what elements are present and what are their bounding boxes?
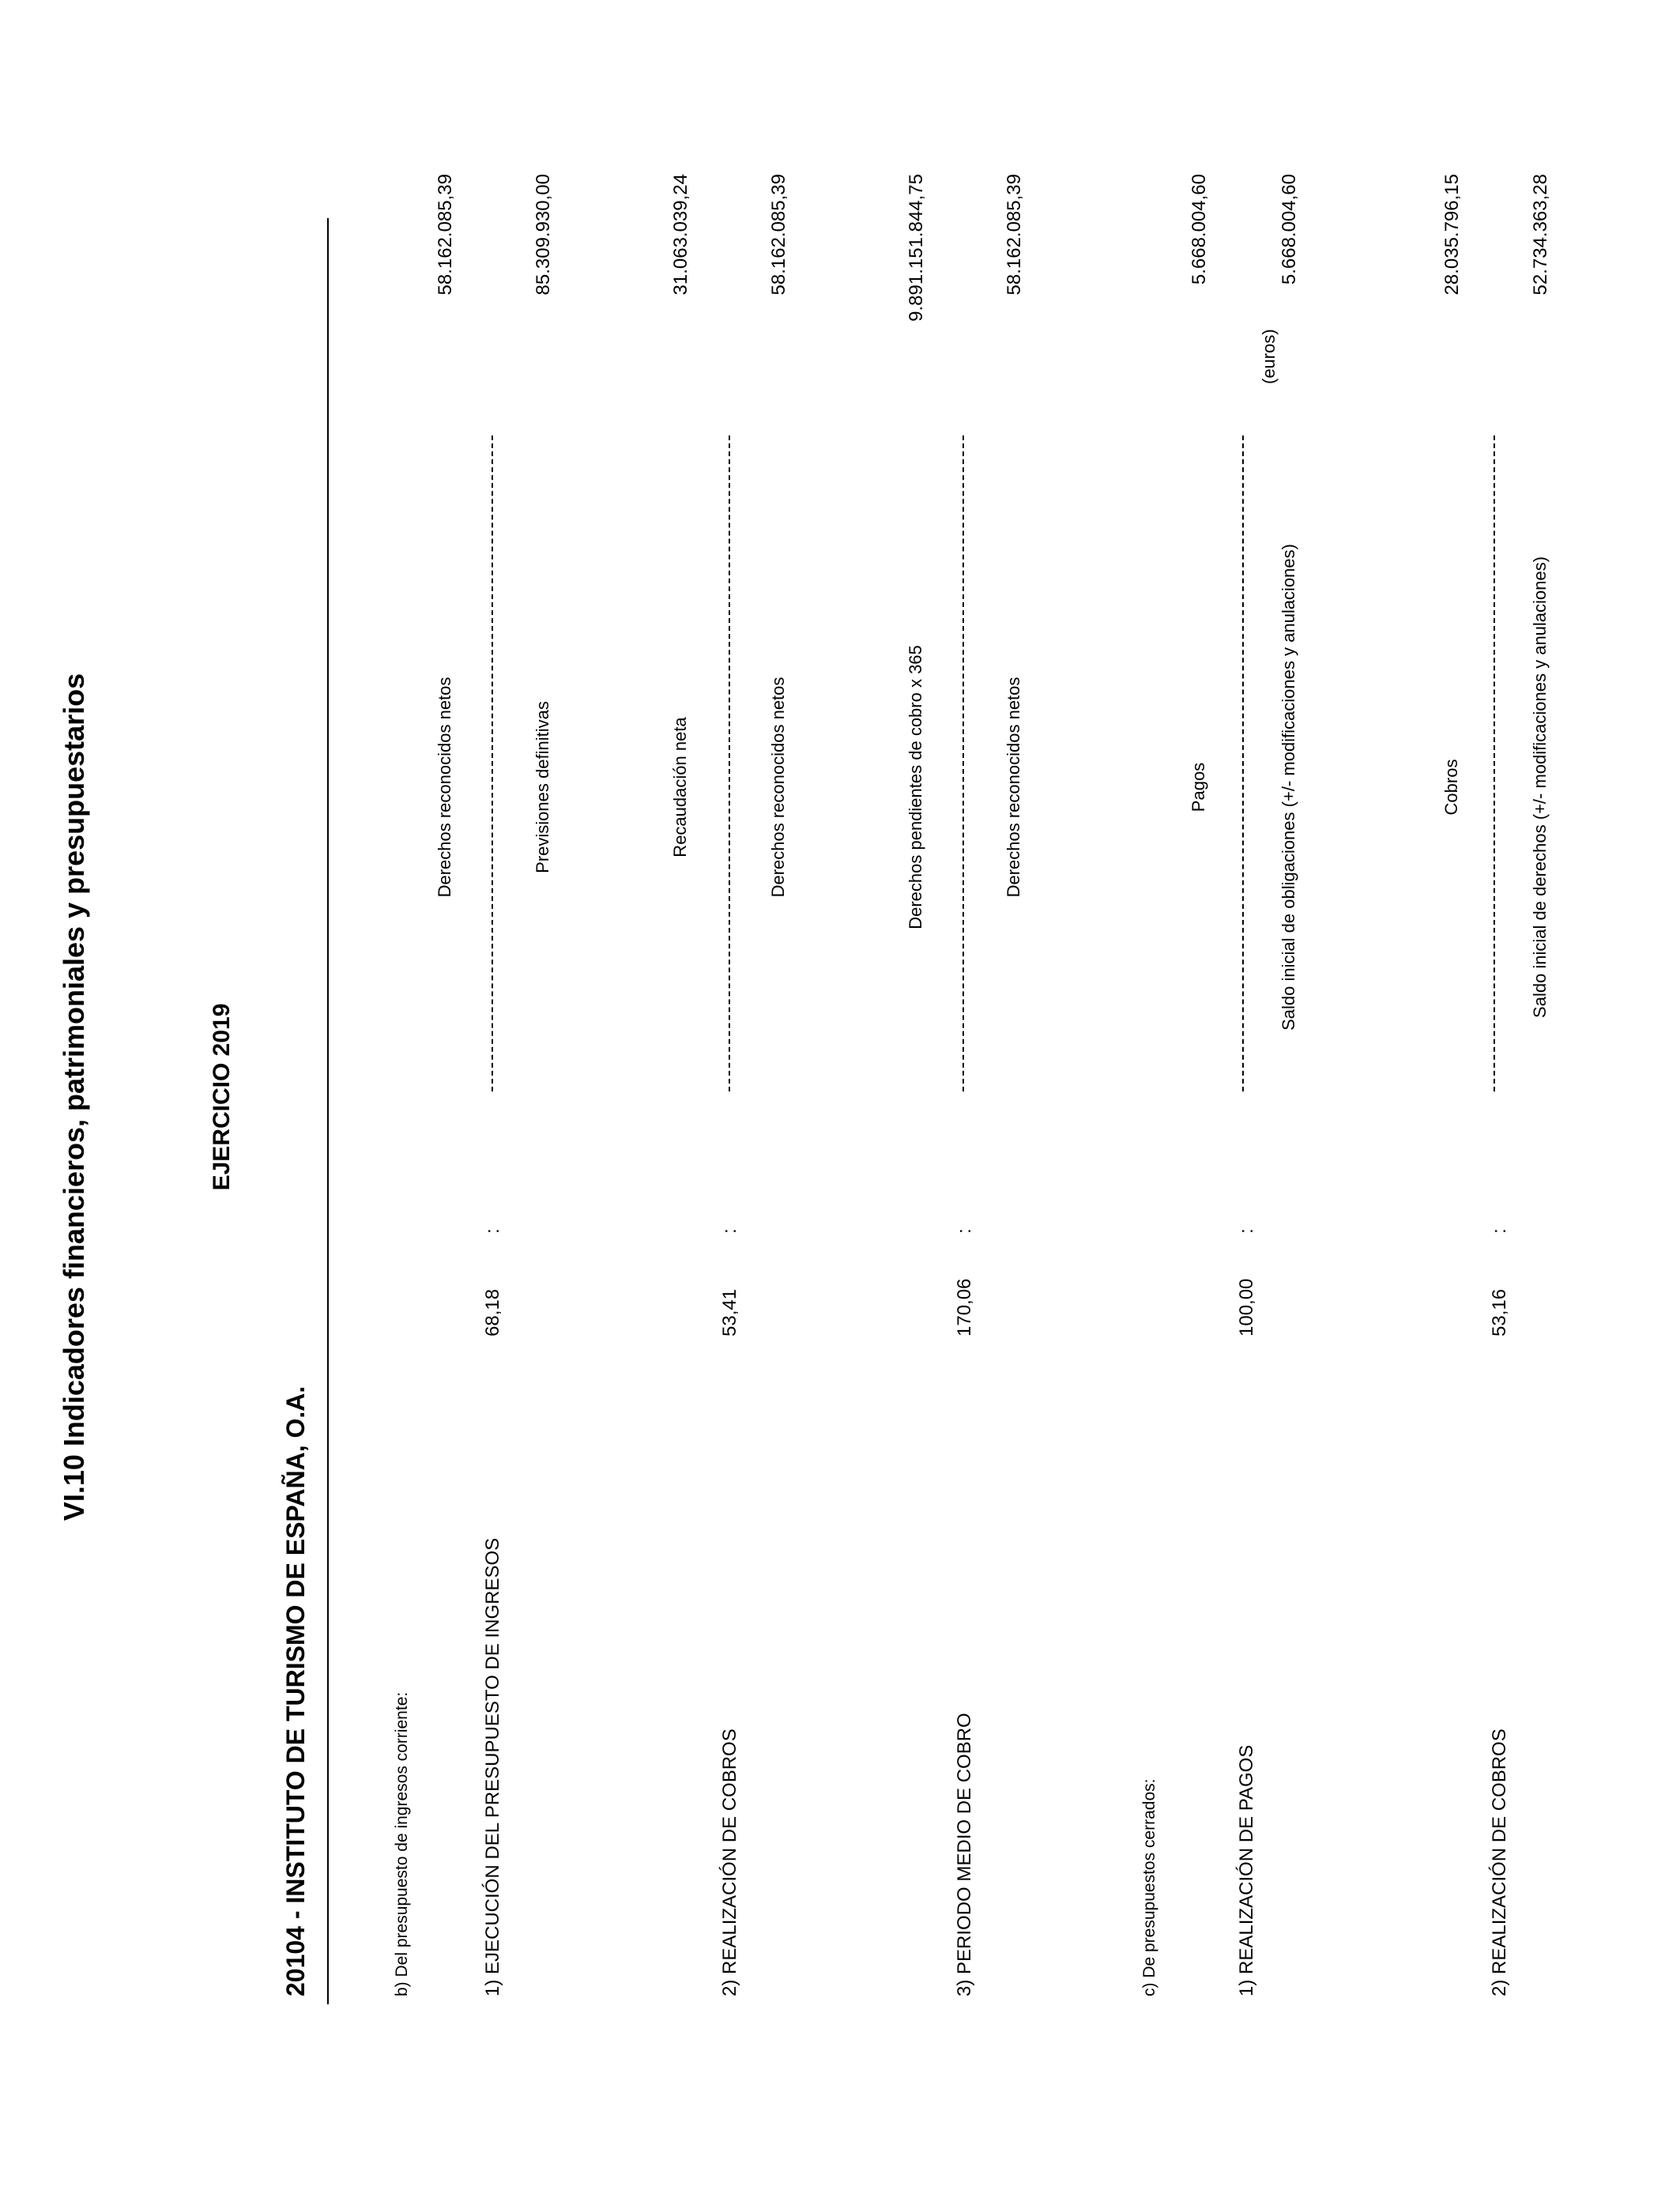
exercise-year: EJERCICIO 2019 [209,1003,235,1191]
header-divider [327,218,329,2004]
indicator-colon: : [719,1228,740,1234]
numerator-amount: 28.035.796,15 [1441,174,1463,296]
formula-denominator: Derechos reconocidos netos [1004,677,1023,898]
numerator-amount: 5.668.004,60 [1188,174,1210,285]
indicator-colon: : [1236,1228,1257,1234]
indicator-value: 53,16 [1489,1288,1510,1336]
denominator-amount: 52.734.363,28 [1530,174,1551,296]
indicator-label: 1) REALIZACIÓN DE PAGOS [1236,1744,1257,1996]
denominator-amount: 85.309.930,00 [533,174,554,296]
indicator-label: 1) EJECUCIÓN DEL PRESUPUESTO DE INGRESOS [482,1537,503,1996]
formula-denominator: Saldo inicial de obligaciones (+/- modificaciones y anulaciones) [1279,544,1298,1031]
indicator-label: 2) REALIZACIÓN DE COBROS [1489,1728,1510,1996]
indicator-colon: : [954,1228,975,1234]
formula-denominator: Saldo inicial de derechos (+/- modificaciones y anulaciones) [1530,556,1550,1018]
indicator-colon: : [1489,1228,1510,1234]
formula-denominator: Derechos reconocidos netos [768,677,788,898]
formula-denominator: Previsiones definitivas [533,701,552,873]
formula-numerator: Derechos reconocidos netos [435,677,454,898]
section-b-heading: b) Del presupuesto de ingresos corriente: [393,1691,411,1996]
indicator-colon: : [482,1228,503,1234]
indicator-label: 3) PERIODO MEDIO DE COBRO [954,1713,975,1996]
entity-name: 20104 - INSTITUTO DE TURISMO DE ESPAÑA, O.A. [281,1385,310,1996]
denominator-amount: 5.668.004,60 [1279,174,1300,285]
indicator-label: 2) REALIZACIÓN DE COBROS [719,1728,740,1996]
formula-numerator: Pagos [1188,762,1208,812]
formula-numerator: Derechos pendientes de cobro x 365 [906,645,925,929]
indicator-value: 68,18 [482,1288,503,1336]
numerator-amount: 58.162.085,39 [435,174,456,296]
section-c-heading: c) De presupuestos cerrados: [1140,1778,1158,1996]
indicator-value: 53,41 [719,1288,740,1336]
fraction-line [729,435,730,1091]
numerator-amount: 31.063.039,24 [670,174,691,296]
formula-numerator: Cobros [1441,759,1461,816]
units-label: (euros) [1259,329,1279,384]
indicator-value: 100,00 [1236,1278,1257,1336]
fraction-line [492,435,493,1091]
fraction-line [962,435,964,1091]
denominator-amount: 58.162.085,39 [1004,174,1025,296]
fraction-line [1494,435,1495,1091]
indicator-value: 170,06 [954,1278,975,1336]
denominator-amount: 58.162.085,39 [768,174,789,296]
numerator-amount: 9.891.151.844,75 [906,174,927,322]
fraction-line [1242,435,1244,1091]
formula-numerator: Recaudación neta [670,717,690,858]
report-title: VI.10 Indicadores financieros, patrimoniales y presupuestarios [58,673,90,1521]
